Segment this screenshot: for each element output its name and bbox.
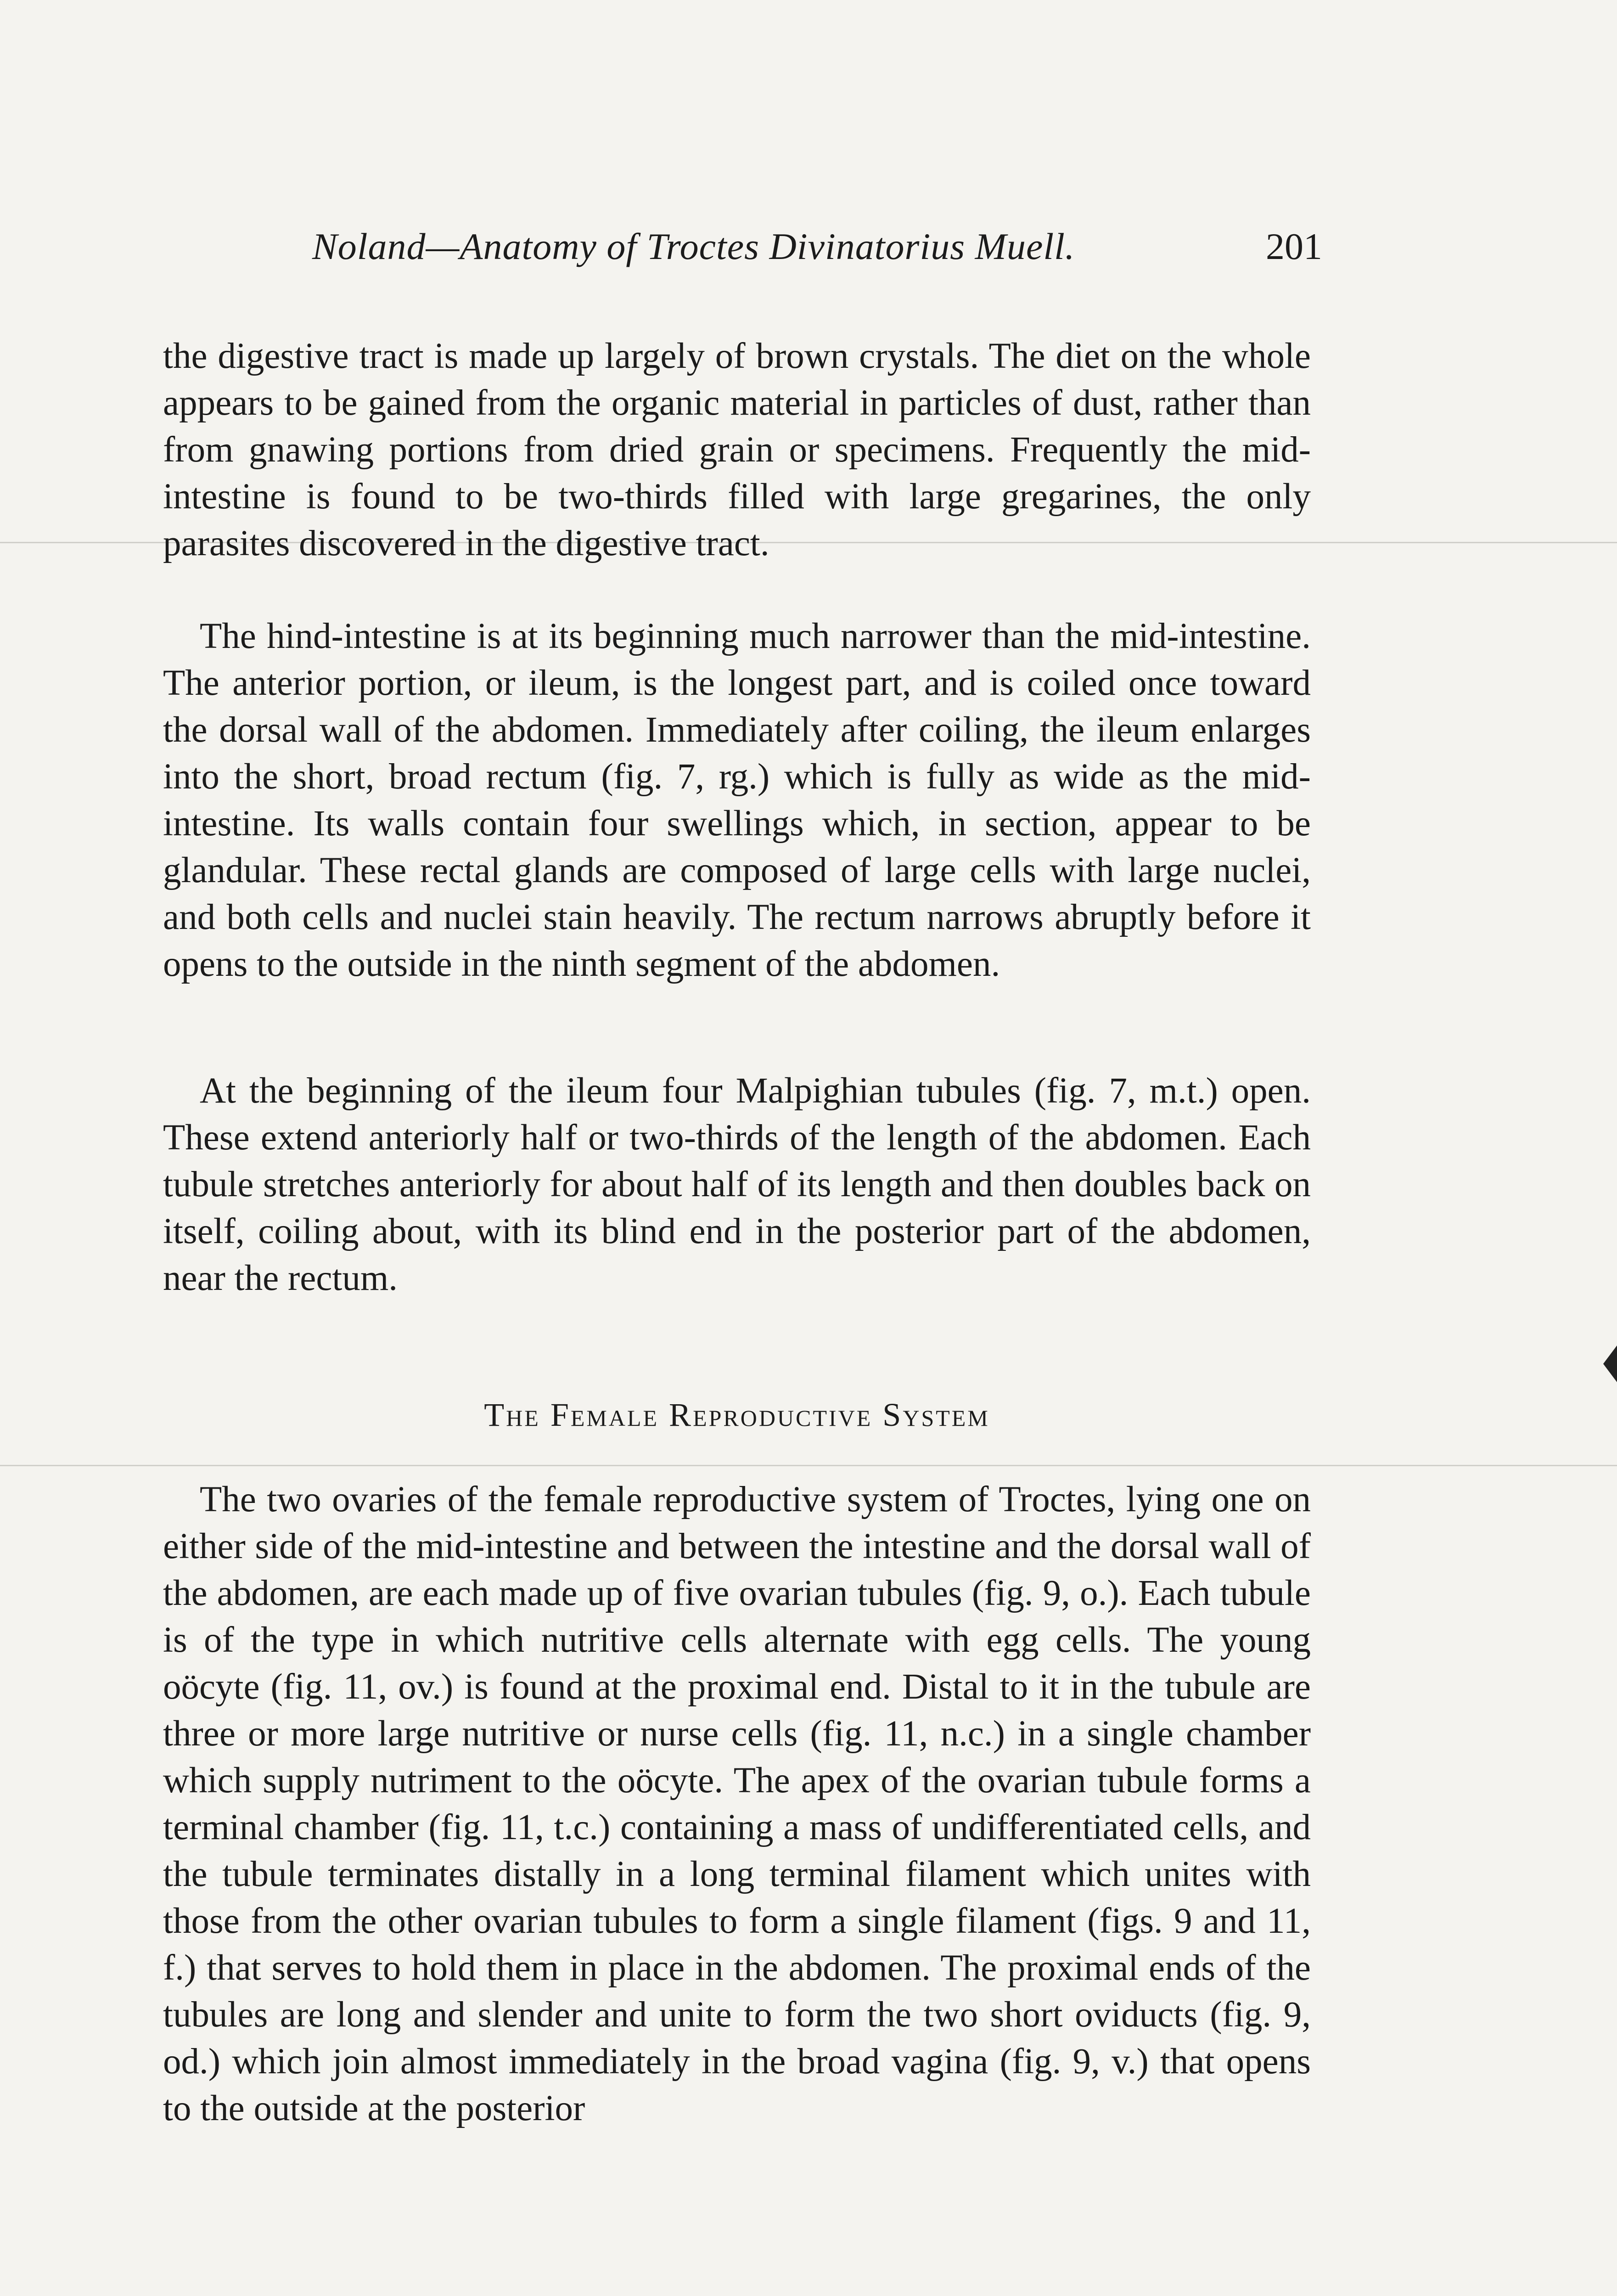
paragraph-hind-intestine: The hind-intestine is at its beginning much narrower than the mid-intestine. The anterior portion, or ileum, is the longest part, and is coiled once toward the dorsal wall of the abdomen. Immediately after coiling, the ileum enlarges into the short, broad rectum (fig. 7, rg.) which is fully as wide as the mid-intestine. Its walls contain four swellings which, in section, appear to be glandular. These rectal glands are composed of large cells with large nuclei, and both cells and nuclei stain heavily. The rectum narrows abruptly before it opens to the outside in the ninth segment of the abdomen.	[163, 616, 1311, 984]
paragraph-digestive-diet: the digestive tract is made up largely of brown crystals. The diet on the whole appears to be gained from the organic material in particles of dust, rather than from gnawing portions from dried grain or specimens. Frequently the mid-intestine is found to be two-thirds filled with large gregarines, the only parasites discovered in the digestive tract.	[163, 336, 1311, 563]
paragraph-block-4	[163, 1476, 1311, 2132]
paragraph-female-reproductive: The two ovaries of the female reproductive system of Troctes, lying one on either side of the mid-intestine and between the intestine and the dorsal wall of the abdomen, are each made up of five ovarian tubules (fig. 9, o.). Each tubule is of the type in which nutritive cells alternate with egg cells. The young oöcyte (fig. 11, ov.) is found at the proximal end. Distal to it in the tubule are three or more large nutritive or nurse cells (fig. 11, n.c.) in a single chamber which supply nutriment to the oöcyte. The apex of the ovarian tubule forms a terminal chamber (fig. 11, t.c.) containing a mass of undifferentiated cells, and the tubule terminates distally in a long terminal filament which unites with those from the other ovarian tubules to form a single filament (figs. 9 and 11, f.) that serves to hold them in place in the abdomen. The proximal ends of the tubules are long and slender and unite to form the two short oviducts (fig. 9, od.) which join almost immediately in the broad vagina (fig. 9, v.) that opens to the outside at the posterior	[163, 1480, 1311, 2128]
paragraph-block-3	[163, 1068, 1311, 1302]
page-number: 201	[1266, 225, 1322, 267]
page-edge-mark	[1603, 1345, 1617, 1382]
paragraph-malpighian-tubules: At the beginning of the ileum four Malpighian tubules (fig. 7, m.t.) open. These extend anteriorly half or two-thirds of the length of the abdomen. Each tubule stretches anteriorly for about half of its length and then doubles back on itself, coiling about, with its blind end in the posterior part of the abdomen, near the rectum.	[163, 1071, 1311, 1298]
page-header	[312, 225, 1322, 289]
section-heading: The Female Reproductive System	[484, 1396, 990, 1433]
paragraph-block-1	[163, 333, 1311, 567]
fold-line-middle	[0, 1465, 1617, 1466]
paragraph-block-2	[163, 613, 1311, 988]
running-title: Noland—Anatomy of Troctes Divinatorius Muell.	[312, 225, 1075, 267]
